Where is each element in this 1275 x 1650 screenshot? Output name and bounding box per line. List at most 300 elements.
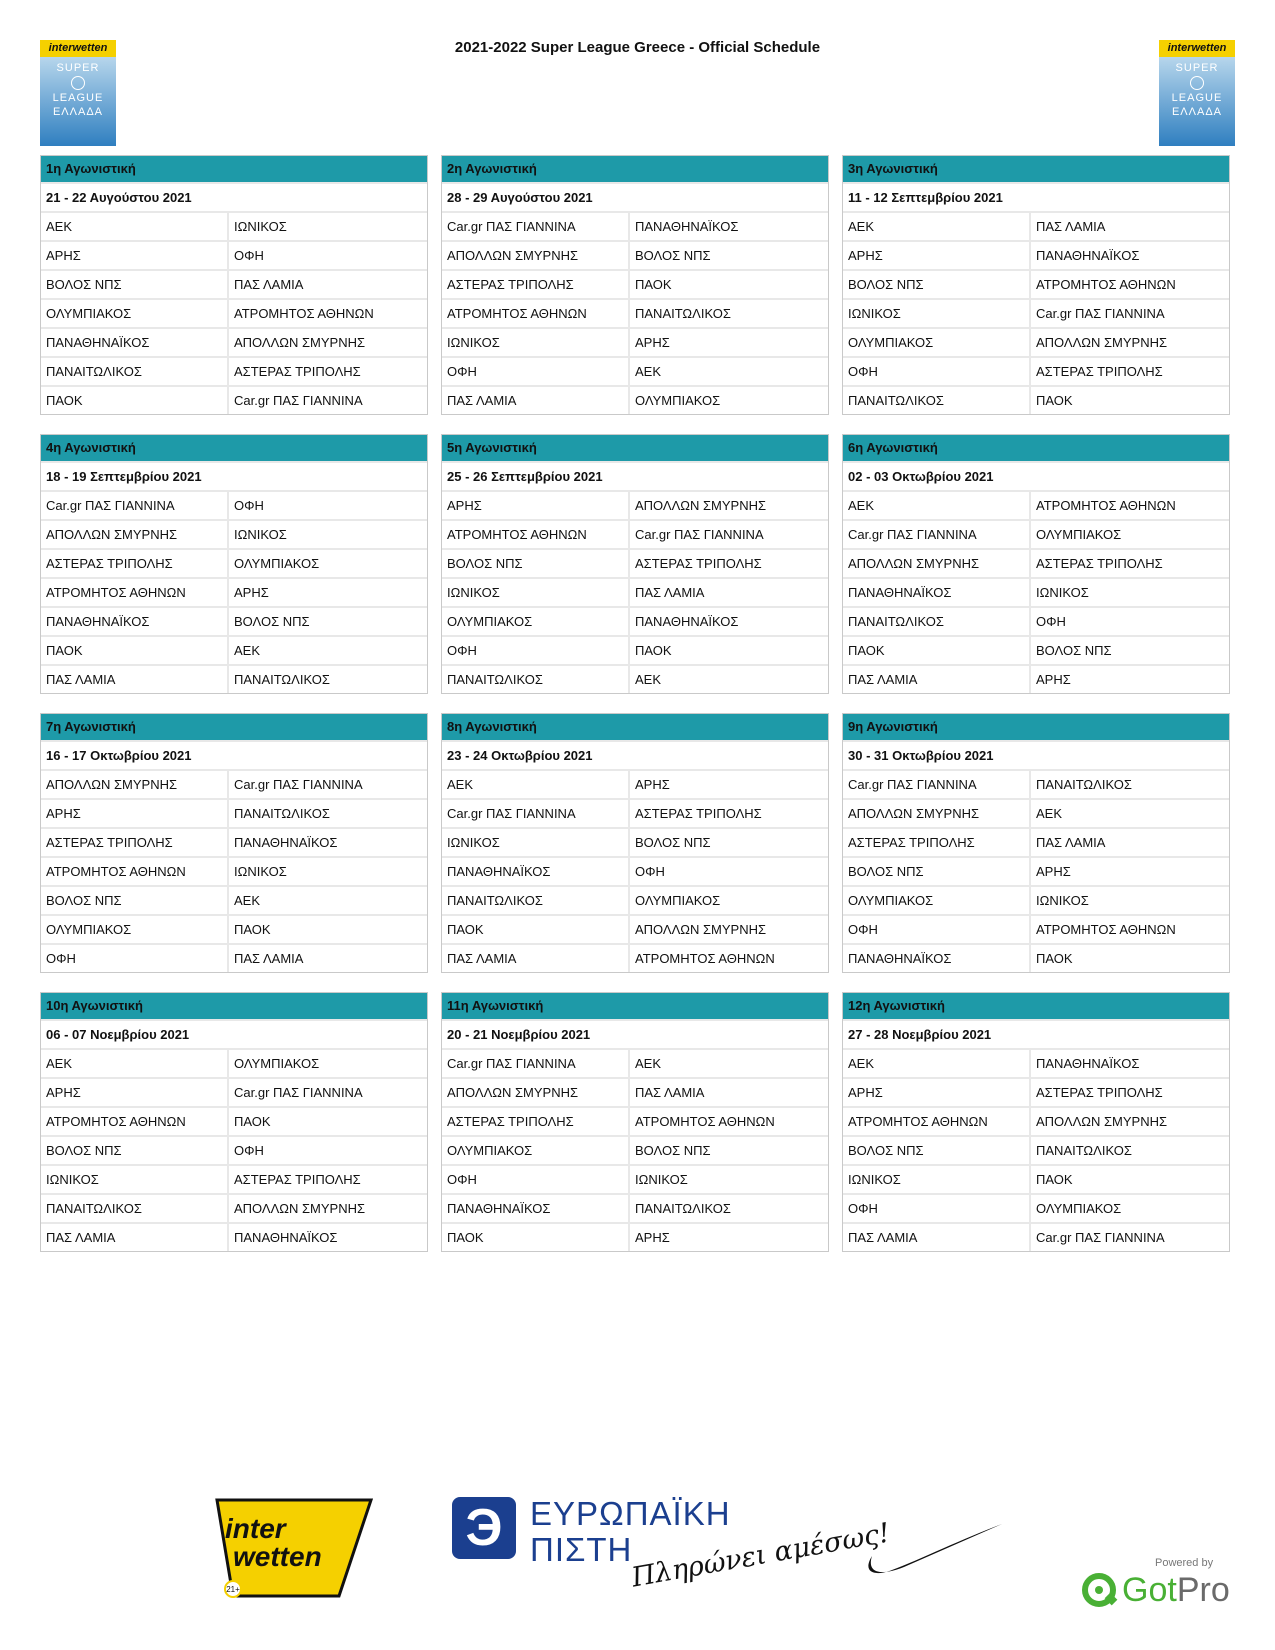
home-team: ΑΤΡΟΜΗΤΟΣ ΑΘΗΝΩΝ: [41, 579, 229, 606]
match-row: [442, 521, 828, 550]
home-team: ΑΕΚ: [843, 1050, 1031, 1077]
home-team: ΟΦΗ: [843, 358, 1031, 385]
home-team: ΠΑΟΚ: [41, 637, 229, 664]
away-team: ΠΑΣ ΛΑΜΙΑ: [234, 951, 304, 966]
ball-icon: [71, 76, 85, 90]
home-team: ΠΑΣ ΛΑΜΙΑ: [442, 387, 630, 414]
away-team: ΠΑΟΚ: [1036, 1172, 1073, 1187]
match-row: [442, 387, 828, 414]
home-team: Car.gr ΠΑΣ ΓΙΑΝΝΙΝΑ: [843, 771, 1031, 798]
round-table: [441, 155, 829, 415]
home-team: ΠΑΣ ΛΑΜΙΑ: [843, 666, 1031, 693]
match-row: [442, 945, 828, 972]
away-team: ΑΡΗΣ: [635, 1230, 670, 1245]
away-team: ΑΣΤΕΡΑΣ ΤΡΙΠΟΛΗΣ: [234, 1172, 361, 1187]
round-table: [40, 434, 428, 694]
match-row: [843, 887, 1229, 916]
round-table: [842, 434, 1230, 694]
match-row: [442, 666, 828, 693]
home-team: ΑΡΗΣ: [442, 492, 630, 519]
home-team: ΠΑΝΑΘΗΝΑΪΚΟΣ: [442, 858, 630, 885]
away-team: ΑΤΡΟΜΗΤΟΣ ΑΘΗΝΩΝ: [1036, 922, 1176, 937]
match-row: [843, 213, 1229, 242]
match-row: [843, 329, 1229, 358]
match-row: [41, 1137, 427, 1166]
match-row: [41, 492, 427, 521]
away-team: ΟΦΗ: [234, 1143, 264, 1158]
super-league-logo-left: [40, 40, 116, 146]
away-team: Car.gr ΠΑΣ ΓΙΑΝΝΙΝΑ: [1036, 306, 1165, 321]
home-team: ΑΕΚ: [843, 213, 1031, 240]
home-team: ΠΑΟΚ: [442, 916, 630, 943]
home-team: ΠΑΟΚ: [41, 387, 229, 414]
interwetten-line2: wetten: [233, 1541, 322, 1572]
away-team: ΠΑΟΚ: [635, 277, 672, 292]
round-date: 21 - 22 Αυγούστου 2021: [41, 184, 427, 213]
match-row: [843, 271, 1229, 300]
match-row: [442, 829, 828, 858]
home-team: ΙΩΝΙΚΟΣ: [41, 1166, 229, 1193]
match-row: [442, 1166, 828, 1195]
round-header: 10η Αγωνιστική: [41, 993, 427, 1021]
match-row: [442, 329, 828, 358]
home-team: ΑΤΡΟΜΗΤΟΣ ΑΘΗΝΩΝ: [442, 300, 630, 327]
match-row: [442, 1195, 828, 1224]
home-team: ΑΠΟΛΛΩΝ ΣΜΥΡΝΗΣ: [843, 550, 1031, 577]
round-header: 9η Αγωνιστική: [843, 714, 1229, 742]
home-team: ΑΡΗΣ: [843, 1079, 1031, 1106]
logo-brand: interwetten: [1159, 40, 1235, 57]
away-team: ΠΑΣ ΛΑΜΙΑ: [1036, 219, 1106, 234]
away-team: ΒΟΛΟΣ ΝΠΣ: [1036, 643, 1112, 658]
match-row: [843, 666, 1229, 693]
round-header: 11η Αγωνιστική: [442, 993, 828, 1021]
away-team: ΟΛΥΜΠΙΑΚΟΣ: [1036, 527, 1122, 542]
home-team: ΟΦΗ: [843, 1195, 1031, 1222]
away-team: ΒΟΛΟΣ ΝΠΣ: [635, 835, 711, 850]
home-team: ΒΟΛΟΣ ΝΠΣ: [843, 858, 1031, 885]
away-team: ΑΠΟΛΛΩΝ ΣΜΥΡΝΗΣ: [234, 1201, 366, 1216]
gotpro-mark-icon: [1080, 1571, 1118, 1609]
home-team: ΑΡΗΣ: [41, 1079, 229, 1106]
match-row: [41, 637, 427, 666]
home-team: ΑΡΗΣ: [41, 242, 229, 269]
away-team: ΠΑΝΑΘΗΝΑΪΚΟΣ: [234, 1230, 338, 1245]
round-table: [441, 713, 829, 973]
match-row: [41, 887, 427, 916]
age-limit-badge: 21+: [226, 1585, 240, 1594]
eurolife-name-line2: ΠΙΣΤΗ: [530, 1531, 633, 1568]
home-team: ΟΛΥΜΠΙΑΚΟΣ: [41, 916, 229, 943]
match-row: [41, 1166, 427, 1195]
home-team: ΑΤΡΟΜΗΤΟΣ ΑΘΗΝΩΝ: [843, 1108, 1031, 1135]
home-team: ΠΑΝΑΘΗΝΑΪΚΟΣ: [442, 1195, 630, 1222]
away-team: ΟΛΥΜΠΙΑΚΟΣ: [1036, 1201, 1122, 1216]
eurolife-slogan: Πληρώνει αμέσως!: [629, 1517, 893, 1594]
match-row: [843, 637, 1229, 666]
home-team: ΠΑΝΑΙΤΩΛΙΚΟΣ: [843, 387, 1031, 414]
match-row: [442, 492, 828, 521]
home-team: ΑΠΟΛΛΩΝ ΣΜΥΡΝΗΣ: [442, 1079, 630, 1106]
round-date: 28 - 29 Αυγούστου 2021: [442, 184, 828, 213]
away-team: Car.gr ΠΑΣ ΓΙΑΝΝΙΝΑ: [234, 393, 363, 408]
eurolife-logo: [452, 1495, 893, 1605]
away-team: ΑΡΗΣ: [635, 335, 670, 350]
home-team: ΑΠΟΛΛΩΝ ΣΜΥΡΝΗΣ: [41, 771, 229, 798]
match-row: [41, 579, 427, 608]
match-row: [843, 387, 1229, 414]
home-team: Car.gr ΠΑΣ ΓΙΑΝΝΙΝΑ: [442, 1050, 630, 1077]
round-date: 11 - 12 Σεπτεμβρίου 2021: [843, 184, 1229, 213]
round-date: 27 - 28 Νοεμβρίου 2021: [843, 1021, 1229, 1050]
home-team: ΑΡΗΣ: [843, 242, 1031, 269]
home-team: Car.gr ΠΑΣ ΓΙΑΝΝΙΝΑ: [442, 800, 630, 827]
home-team: ΑΕΚ: [843, 492, 1031, 519]
round-table: [40, 155, 428, 415]
away-team: ΒΟΛΟΣ ΝΠΣ: [635, 1143, 711, 1158]
match-row: [41, 387, 427, 414]
away-team: ΙΩΝΙΚΟΣ: [234, 527, 287, 542]
round-table: [40, 992, 428, 1252]
logo-line: LEAGUE: [1171, 92, 1223, 104]
logo-line: ΕΛΛΑΔΑ: [52, 106, 104, 118]
round-header: 4η Αγωνιστική: [41, 435, 427, 463]
away-team: ΠΑΟΚ: [635, 643, 672, 658]
away-team: ΑΤΡΟΜΗΤΟΣ ΑΘΗΝΩΝ: [1036, 277, 1176, 292]
ball-icon: [1190, 76, 1204, 90]
home-team: ΑΠΟΛΛΩΝ ΣΜΥΡΝΗΣ: [41, 521, 229, 548]
away-team: ΟΦΗ: [635, 864, 665, 879]
away-team: ΠΑΝΑΙΤΩΛΙΚΟΣ: [635, 306, 731, 321]
round-table: [441, 434, 829, 694]
home-team: ΒΟΛΟΣ ΝΠΣ: [41, 1137, 229, 1164]
home-team: ΙΩΝΙΚΟΣ: [843, 1166, 1031, 1193]
round-table: [842, 155, 1230, 415]
away-team: ΟΦΗ: [234, 248, 264, 263]
away-team: ΑΕΚ: [635, 672, 662, 687]
round-header: 7η Αγωνιστική: [41, 714, 427, 742]
match-row: [843, 521, 1229, 550]
round-table: [441, 992, 829, 1252]
home-team: Car.gr ΠΑΣ ΓΙΑΝΝΙΝΑ: [41, 492, 229, 519]
interwetten-line1: inter: [225, 1513, 286, 1544]
match-row: [843, 800, 1229, 829]
home-team: ΟΛΥΜΠΙΑΚΟΣ: [843, 329, 1031, 356]
home-team: ΠΑΟΚ: [442, 1224, 630, 1251]
home-team: ΑΠΟΛΛΩΝ ΣΜΥΡΝΗΣ: [442, 242, 630, 269]
home-team: ΠΑΣ ΛΑΜΙΑ: [442, 945, 630, 972]
gotpro-logo: [1080, 1557, 1240, 1617]
away-team: ΑΣΤΕΡΑΣ ΤΡΙΠΟΛΗΣ: [234, 364, 361, 379]
home-team: ΑΣΤΕΡΑΣ ΤΡΙΠΟΛΗΣ: [41, 550, 229, 577]
match-row: [41, 242, 427, 271]
away-team: ΙΩΝΙΚΟΣ: [1036, 893, 1089, 908]
match-row: [843, 1224, 1229, 1251]
away-team: ΠΑΝΑΙΤΩΛΙΚΟΣ: [234, 806, 330, 821]
round-header: 5η Αγωνιστική: [442, 435, 828, 463]
match-row: [843, 829, 1229, 858]
home-team: ΠΑΝΑΙΤΩΛΙΚΟΣ: [442, 666, 630, 693]
match-row: [442, 242, 828, 271]
match-row: [41, 800, 427, 829]
home-team: ΙΩΝΙΚΟΣ: [442, 329, 630, 356]
match-row: [843, 492, 1229, 521]
home-team: ΠΑΣ ΛΑΜΙΑ: [41, 666, 229, 693]
home-team: ΠΑΝΑΙΤΩΛΙΚΟΣ: [41, 358, 229, 385]
away-team: Car.gr ΠΑΣ ΓΙΑΝΝΙΝΑ: [234, 777, 363, 792]
home-team: ΑΤΡΟΜΗΤΟΣ ΑΘΗΝΩΝ: [442, 521, 630, 548]
interwetten-logo: [213, 1498, 373, 1598]
match-row: [442, 579, 828, 608]
home-team: ΑΣΤΕΡΑΣ ΤΡΙΠΟΛΗΣ: [442, 271, 630, 298]
home-team: ΑΕΚ: [41, 1050, 229, 1077]
away-team: ΑΕΚ: [635, 364, 662, 379]
match-row: [843, 945, 1229, 972]
home-team: ΑΤΡΟΜΗΤΟΣ ΑΘΗΝΩΝ: [41, 858, 229, 885]
round-header: 1η Αγωνιστική: [41, 156, 427, 184]
round-date: 02 - 03 Οκτωβρίου 2021: [843, 463, 1229, 492]
logo-line: SUPER: [56, 62, 100, 74]
match-row: [41, 521, 427, 550]
home-team: ΙΩΝΙΚΟΣ: [442, 579, 630, 606]
home-team: ΑΠΟΛΛΩΝ ΣΜΥΡΝΗΣ: [843, 800, 1031, 827]
round-date: 06 - 07 Νοεμβρίου 2021: [41, 1021, 427, 1050]
home-team: ΑΣΤΕΡΑΣ ΤΡΙΠΟΛΗΣ: [843, 829, 1031, 856]
away-team: ΠΑΟΚ: [1036, 951, 1073, 966]
gotpro-wordmark: GotPro: [1122, 1571, 1230, 1609]
away-team: ΑΕΚ: [635, 1056, 662, 1071]
away-team: ΟΛΥΜΠΙΑΚΟΣ: [234, 1056, 320, 1071]
home-team: ΠΑΝΑΙΤΩΛΙΚΟΣ: [442, 887, 630, 914]
match-row: [442, 1108, 828, 1137]
away-team: ΟΛΥΜΠΙΑΚΟΣ: [635, 393, 721, 408]
match-row: [442, 800, 828, 829]
match-row: [843, 858, 1229, 887]
logo-brand: interwetten: [40, 40, 116, 57]
away-team: ΑΣΤΕΡΑΣ ΤΡΙΠΟΛΗΣ: [1036, 556, 1163, 571]
away-team: ΙΩΝΙΚΟΣ: [1036, 585, 1089, 600]
match-row: [843, 916, 1229, 945]
round-header: 8η Αγωνιστική: [442, 714, 828, 742]
away-team: ΙΩΝΙΚΟΣ: [234, 219, 287, 234]
match-row: [843, 771, 1229, 800]
away-team: ΠΑΣ ΛΑΜΙΑ: [635, 1085, 705, 1100]
away-team: ΒΟΛΟΣ ΝΠΣ: [234, 614, 310, 629]
match-row: [843, 1195, 1229, 1224]
away-team: ΠΑΝΑΘΗΝΑΪΚΟΣ: [1036, 248, 1140, 263]
away-team: ΑΡΗΣ: [234, 585, 269, 600]
match-row: [41, 550, 427, 579]
home-team: ΑΣΤΕΡΑΣ ΤΡΙΠΟΛΗΣ: [41, 829, 229, 856]
home-team: ΠΑΝΑΘΗΝΑΪΚΟΣ: [41, 608, 229, 635]
away-team: ΑΕΚ: [1036, 806, 1063, 821]
away-team: ΠΑΣ ΛΑΜΙΑ: [1036, 835, 1106, 850]
away-team: ΠΑΝΑΙΤΩΛΙΚΟΣ: [234, 672, 330, 687]
swoosh-icon: [864, 1520, 1004, 1582]
eurolife-name-line1: ΕΥΡΩΠΑΪΚΗ: [530, 1495, 731, 1532]
match-row: [442, 300, 828, 329]
away-team: Car.gr ΠΑΣ ΓΙΑΝΝΙΝΑ: [1036, 1230, 1165, 1245]
away-team: ΟΛΥΜΠΙΑΚΟΣ: [234, 556, 320, 571]
round-header: 3η Αγωνιστική: [843, 156, 1229, 184]
away-team: ΠΑΣ ΛΑΜΙΑ: [234, 277, 304, 292]
away-team: ΠΑΝΑΙΤΩΛΙΚΟΣ: [1036, 777, 1132, 792]
match-row: [442, 1050, 828, 1079]
home-team: ΒΟΛΟΣ ΝΠΣ: [843, 271, 1031, 298]
match-row: [442, 858, 828, 887]
home-team: ΟΦΗ: [843, 916, 1031, 943]
away-team: ΙΩΝΙΚΟΣ: [635, 1172, 688, 1187]
match-row: [41, 608, 427, 637]
home-team: ΒΟΛΟΣ ΝΠΣ: [843, 1137, 1031, 1164]
match-row: [843, 1079, 1229, 1108]
away-team: ΠΑΝΑΘΗΝΑΪΚΟΣ: [635, 614, 739, 629]
away-team: ΑΠΟΛΛΩΝ ΣΜΥΡΝΗΣ: [635, 922, 767, 937]
away-team: ΑΕΚ: [234, 893, 261, 908]
logo-line: SUPER: [1175, 62, 1219, 74]
home-team: ΑΤΡΟΜΗΤΟΣ ΑΘΗΝΩΝ: [41, 1108, 229, 1135]
round-date: 20 - 21 Νοεμβρίου 2021: [442, 1021, 828, 1050]
home-team: ΟΛΥΜΠΙΑΚΟΣ: [843, 887, 1031, 914]
away-team: ΑΕΚ: [234, 643, 261, 658]
match-row: [41, 271, 427, 300]
home-team: ΟΛΥΜΠΙΑΚΟΣ: [442, 608, 630, 635]
away-team: ΑΤΡΟΜΗΤΟΣ ΑΘΗΝΩΝ: [1036, 498, 1176, 513]
match-row: [41, 358, 427, 387]
round-date: 30 - 31 Οκτωβρίου 2021: [843, 742, 1229, 771]
match-row: [41, 771, 427, 800]
match-row: [41, 1079, 427, 1108]
home-team: ΟΦΗ: [41, 945, 229, 972]
home-team: ΑΡΗΣ: [41, 800, 229, 827]
match-row: [442, 1137, 828, 1166]
away-team: ΠΑΟΚ: [234, 922, 271, 937]
home-team: ΙΩΝΙΚΟΣ: [843, 300, 1031, 327]
powered-by-text: Powered by: [1155, 1557, 1214, 1569]
match-row: [41, 666, 427, 693]
match-row: [41, 213, 427, 242]
home-team: ΟΦΗ: [442, 1166, 630, 1193]
match-row: [442, 358, 828, 387]
away-team: ΠΑΝΑΘΗΝΑΪΚΟΣ: [234, 835, 338, 850]
away-team: ΑΠΟΛΛΩΝ ΣΜΥΡΝΗΣ: [234, 335, 366, 350]
home-team: ΟΦΗ: [442, 358, 630, 385]
match-row: [41, 858, 427, 887]
home-team: ΠΑΝΑΘΗΝΑΪΚΟΣ: [843, 945, 1031, 972]
away-team: ΙΩΝΙΚΟΣ: [234, 864, 287, 879]
match-row: [41, 1195, 427, 1224]
away-team: ΟΦΗ: [1036, 614, 1066, 629]
match-row: [41, 829, 427, 858]
away-team: ΑΠΟΛΛΩΝ ΣΜΥΡΝΗΣ: [1036, 1114, 1168, 1129]
home-team: ΠΑΝΑΘΗΝΑΪΚΟΣ: [843, 579, 1031, 606]
super-league-logo-right: [1159, 40, 1235, 146]
home-team: ΑΕΚ: [41, 213, 229, 240]
away-team: ΠΑΝΑΙΤΩΛΙΚΟΣ: [1036, 1143, 1132, 1158]
eurolife-mark-icon: Э: [452, 1497, 516, 1559]
match-row: [843, 550, 1229, 579]
away-team: ΠΑΣ ΛΑΜΙΑ: [635, 585, 705, 600]
home-team: ΒΟΛΟΣ ΝΠΣ: [41, 887, 229, 914]
home-team: ΑΕΚ: [442, 771, 630, 798]
away-team: ΑΤΡΟΜΗΤΟΣ ΑΘΗΝΩΝ: [635, 1114, 775, 1129]
home-team: Car.gr ΠΑΣ ΓΙΑΝΝΙΝΑ: [843, 521, 1031, 548]
home-team: ΟΦΗ: [442, 637, 630, 664]
round-table: [40, 713, 428, 973]
away-team: Car.gr ΠΑΣ ΓΙΑΝΝΙΝΑ: [635, 527, 764, 542]
away-team: ΠΑΟΚ: [234, 1114, 271, 1129]
away-team: ΑΤΡΟΜΗΤΟΣ ΑΘΗΝΩΝ: [234, 306, 374, 321]
away-team: ΠΑΝΑΘΗΝΑΪΚΟΣ: [1036, 1056, 1140, 1071]
match-row: [843, 1050, 1229, 1079]
round-table: [842, 992, 1230, 1252]
match-row: [843, 300, 1229, 329]
match-row: [442, 550, 828, 579]
match-row: [843, 358, 1229, 387]
match-row: [41, 329, 427, 358]
match-row: [442, 213, 828, 242]
home-team: ΒΟΛΟΣ ΝΠΣ: [41, 271, 229, 298]
match-row: [843, 1137, 1229, 1166]
away-team: ΟΛΥΜΠΙΑΚΟΣ: [635, 893, 721, 908]
round-header: 2η Αγωνιστική: [442, 156, 828, 184]
home-team: Car.gr ΠΑΣ ΓΙΑΝΝΙΝΑ: [442, 213, 630, 240]
match-row: [843, 242, 1229, 271]
home-team: ΑΣΤΕΡΑΣ ΤΡΙΠΟΛΗΣ: [442, 1108, 630, 1135]
round-date: 16 - 17 Οκτωβρίου 2021: [41, 742, 427, 771]
round-header: 6η Αγωνιστική: [843, 435, 1229, 463]
round-date: 25 - 26 Σεπτεμβρίου 2021: [442, 463, 828, 492]
home-team: ΟΛΥΜΠΙΑΚΟΣ: [41, 300, 229, 327]
away-team: ΑΡΗΣ: [635, 777, 670, 792]
match-row: [41, 1224, 427, 1251]
round-date: 18 - 19 Σεπτεμβρίου 2021: [41, 463, 427, 492]
match-row: [442, 916, 828, 945]
home-team: ΠΑΝΑΙΤΩΛΙΚΟΣ: [843, 608, 1031, 635]
nike-logo: [864, 1520, 1004, 1582]
away-team: ΑΣΤΕΡΑΣ ΤΡΙΠΟΛΗΣ: [1036, 364, 1163, 379]
page-title: 2021-2022 Super League Greece - Official Schedule: [454, 39, 821, 56]
match-row: [442, 271, 828, 300]
match-row: [41, 945, 427, 972]
home-team: ΠΑΟΚ: [843, 637, 1031, 664]
match-row: [442, 771, 828, 800]
away-team: ΑΡΗΣ: [1036, 672, 1071, 687]
match-row: [843, 1108, 1229, 1137]
away-team: ΟΦΗ: [234, 498, 264, 513]
away-team: ΑΤΡΟΜΗΤΟΣ ΑΘΗΝΩΝ: [635, 951, 775, 966]
match-row: [41, 300, 427, 329]
home-team: ΠΑΣ ΛΑΜΙΑ: [41, 1224, 229, 1251]
match-row: [41, 1050, 427, 1079]
round-date: 23 - 24 Οκτωβρίου 2021: [442, 742, 828, 771]
home-team: ΠΑΝΑΙΤΩΛΙΚΟΣ: [41, 1195, 229, 1222]
away-team: Car.gr ΠΑΣ ΓΙΑΝΝΙΝΑ: [234, 1085, 363, 1100]
away-team: ΠΑΟΚ: [1036, 393, 1073, 408]
match-row: [442, 1079, 828, 1108]
away-team: ΒΟΛΟΣ ΝΠΣ: [635, 248, 711, 263]
round-header: 12η Αγωνιστική: [843, 993, 1229, 1021]
away-team: ΑΣΤΕΡΑΣ ΤΡΙΠΟΛΗΣ: [1036, 1085, 1163, 1100]
match-row: [843, 608, 1229, 637]
home-team: ΒΟΛΟΣ ΝΠΣ: [442, 550, 630, 577]
home-team: ΟΛΥΜΠΙΑΚΟΣ: [442, 1137, 630, 1164]
away-team: ΠΑΝΑΘΗΝΑΪΚΟΣ: [635, 219, 739, 234]
away-team: ΑΠΟΛΛΩΝ ΣΜΥΡΝΗΣ: [635, 498, 767, 513]
match-row: [442, 608, 828, 637]
home-team: ΠΑΣ ΛΑΜΙΑ: [843, 1224, 1031, 1251]
match-row: [442, 637, 828, 666]
